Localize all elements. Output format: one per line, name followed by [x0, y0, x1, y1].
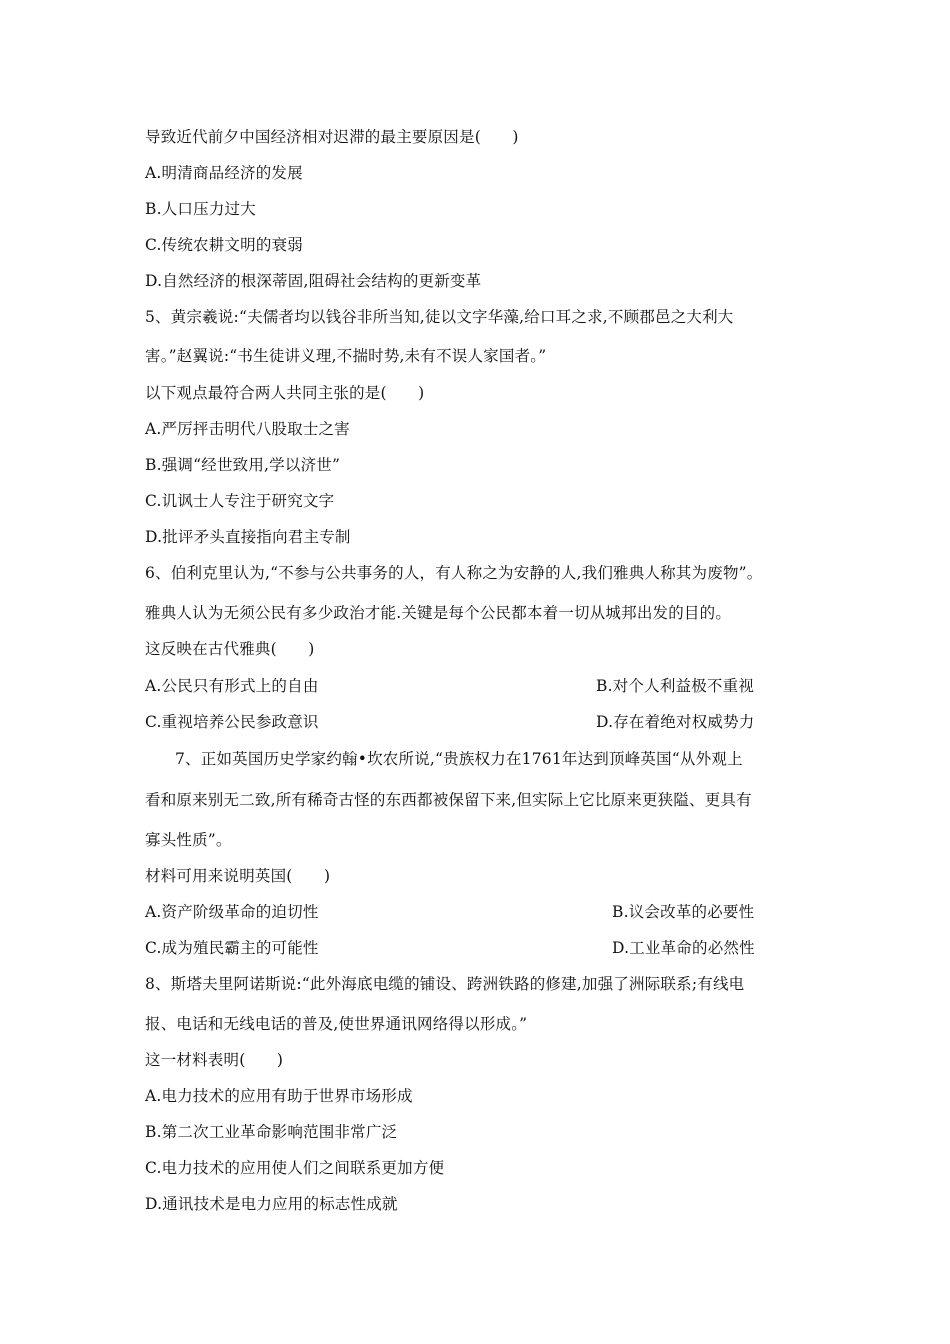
q6-line-2: 雅典人认为无须公民有多少政治才能.关键是每个公民都本着一切从城邦出发的目的。	[145, 604, 732, 622]
q7-line-1: 7、正如英国历史学家约翰•坎农所说,“贵族权力在1761年达到顶峰英国“从外观上	[175, 750, 743, 768]
q4-stem: 导致近代前夕中国经济相对迟滞的最主要原因是( )	[145, 128, 519, 146]
q6-option-b: B.对个人利益极不重视	[596, 677, 755, 695]
q7-line-2: 看和原来别无二致,所有稀奇古怪的东西都被保留下来,但实际上它比原来更狭隘、更具有	[145, 791, 752, 809]
q8-stem: 这一材料表明( )	[145, 1051, 284, 1069]
q6-line-1: 6、伯利克里认为,“不参与公共事务的人，有人称之为安静的人,我们雅典人称其为废物”。	[145, 564, 763, 582]
q4-option-a: A.明清商品经济的发展	[145, 164, 303, 182]
q8-line-1: 8、斯塔夫里阿诺斯说:“此外海底电缆的铺设、跨洲铁路的修建,加强了洲际联系;有线电	[145, 975, 745, 993]
q6-option-c: C.重视培养公民参政意识	[145, 713, 319, 731]
q7-option-d: D.工业革命的必然性	[612, 939, 755, 957]
q5-option-a: A.严厉抨击明代八股取士之害	[145, 420, 350, 438]
q5-option-d: D.批评矛头直接指向君主专制	[145, 528, 351, 546]
q4-option-b: B.人口压力过大	[145, 200, 256, 218]
q6-stem: 这反映在古代雅典( )	[145, 640, 315, 658]
q8-option-a: A.电力技术的应用有助于世界市场形成	[145, 1087, 413, 1105]
q8-line-2: 报、电话和无线电话的普及,使世界通讯网络得以形成。”	[145, 1015, 528, 1033]
q7-option-c: C.成为殖民霸主的可能性	[145, 939, 319, 957]
q7-stem: 材料可用来说明英国( )	[145, 867, 331, 885]
q4-option-c: C.传统农耕文明的衰弱	[145, 236, 303, 254]
q6-option-a: A.公民只有形式上的自由	[145, 677, 319, 695]
q7-line-3: 寡头性质”。	[145, 831, 232, 849]
q8-option-c: C.电力技术的应用使人们之间联系更加方便	[145, 1159, 445, 1177]
q5-option-b: B.强调“经世致用,学以济世”	[145, 456, 341, 474]
q7-option-b: B.议会改革的必要性	[612, 903, 755, 921]
q8-option-b: B.第二次工业革命影响范围非常广泛	[145, 1123, 398, 1141]
q7-option-a: A.资产阶级革命的迫切性	[145, 903, 319, 921]
q5-option-c: C.讥讽士人专注于研究文字	[145, 492, 335, 510]
q8-option-d: D.通讯技术是电力应用的标志性成就	[145, 1195, 398, 1213]
q5-line-2: 害。”赵翼说:“书生徒讲义理,不揣时势,未有不误人家国者。”	[145, 347, 547, 365]
q5-stem: 以下观点最符合两人共同主张的是( )	[145, 384, 425, 402]
q4-option-d: D.自然经济的根深蒂固,阻碍社会结构的更新变革	[145, 272, 482, 290]
q5-line-1: 5、黄宗羲说:“夫儒者均以钱谷非所当知,徒以文字华藻,给口耳之求,不顾郡邑之大利大	[145, 308, 734, 326]
q6-option-d: D.存在着绝对权威势力	[596, 713, 755, 731]
